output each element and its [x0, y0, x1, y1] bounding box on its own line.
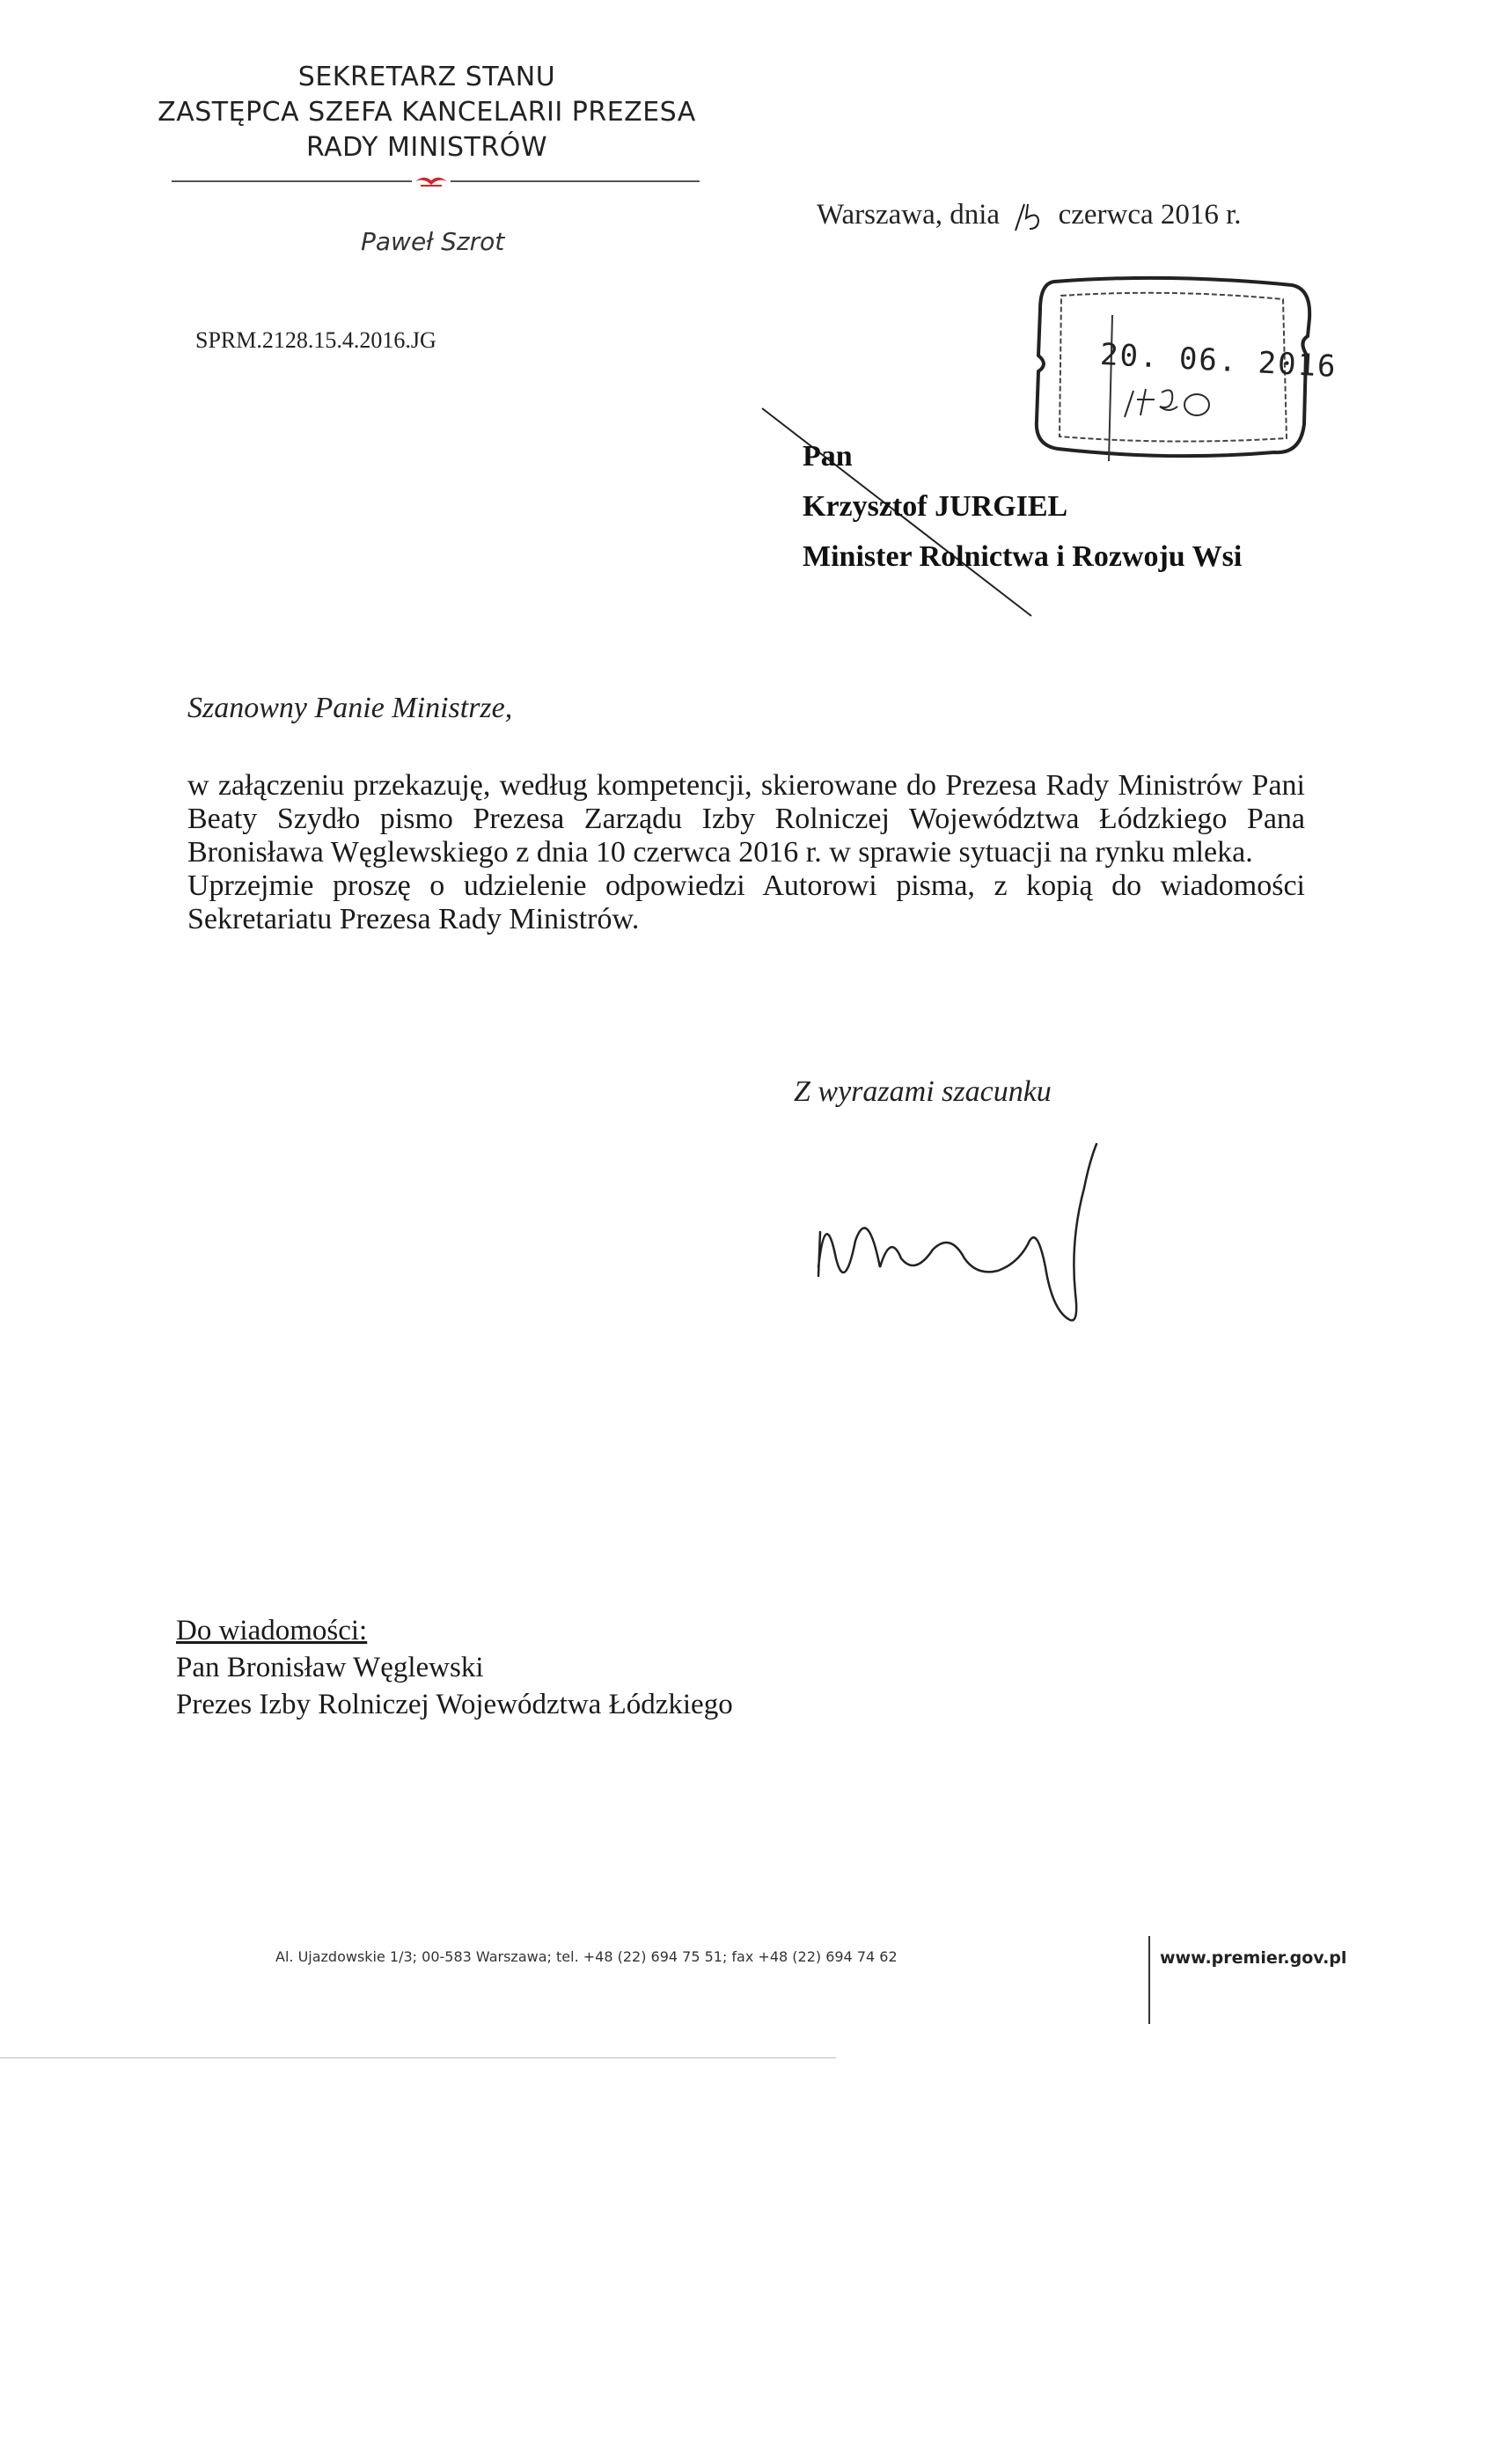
letter-body — [187, 769, 1305, 936]
stamp-handwritten-number — [1119, 380, 1225, 429]
footer-divider — [1148, 1936, 1150, 2024]
handwritten-signature — [810, 1135, 1144, 1346]
handwritten-day — [1007, 199, 1051, 234]
cc-recipient-name: Pan Bronisław Węglewski — [176, 1652, 484, 1683]
cc-block — [176, 1612, 733, 1723]
body-paragraph-2: Uprzejmie proszę o udzielenie odpowiedzi Autorowi pisma, z kopią do wiadomości Sekretariatu Prezesa Rady Ministrów. — [187, 869, 1305, 935]
closing-phrase: Z wyrazami szacunku — [794, 1075, 1052, 1108]
stamp-date: 20. 06. 2016 — [1099, 336, 1338, 385]
body-paragraph-1: w załączeniu przekazuję, według kompetencji, skierowane do Prezesa Rady Ministrów Pani Beaty Szydło pismo Prezesa Zarządu Izby Rolniczej Województwa Łódzkiego Pana Bronisława Węglewskiego z dnia 10 czerwca 2016 r. w sprawie sytuacji na rynku mleka. — [187, 769, 1305, 869]
addressee-name: Krzysztof JURGIEL — [803, 490, 1068, 523]
salutation: Szanowny Panie Ministrze, — [187, 692, 513, 724]
letterhead-title — [141, 60, 713, 165]
scan-page-edge — [0, 2057, 836, 2058]
cc-recipient-position: Prezes Izby Rolniczej Województwa Łódzkiego — [176, 1689, 733, 1720]
letterhead-line-2: ZASTĘPCA SZEFA KANCELARII PREZESA — [158, 97, 696, 128]
dateline-prefix: Warszawa, dnia — [817, 199, 1001, 231]
dateline — [817, 199, 1242, 234]
footer-address: Al. Ujazdowskie 1/3; 00-583 Warszawa; tel. +48 (22) 694 75 51; fax +48 (22) 694 74 62 — [275, 1948, 898, 1965]
dateline-suffix: czerwca 2016 r. — [1058, 199, 1242, 231]
addressee-position: Minister Rolnictwa i Rozwoju Wsi — [803, 540, 1243, 573]
emblem-icon — [412, 172, 451, 190]
footer-url[interactable]: www.premier.gov.pl — [1160, 1948, 1347, 1968]
cc-label: Do wiadomości: — [176, 1615, 368, 1646]
addressee-block — [803, 431, 1242, 582]
reference-number: SPRM.2128.15.4.2016.JG — [195, 327, 436, 353]
addressee-title: Pan — [803, 440, 853, 473]
letterhead-line-1: SEKRETARZ STANU — [297, 62, 556, 92]
letterhead-line-3: RADY MINISTRÓW — [306, 132, 547, 163]
letterhead-signer: Paweł Szrot — [361, 227, 505, 256]
